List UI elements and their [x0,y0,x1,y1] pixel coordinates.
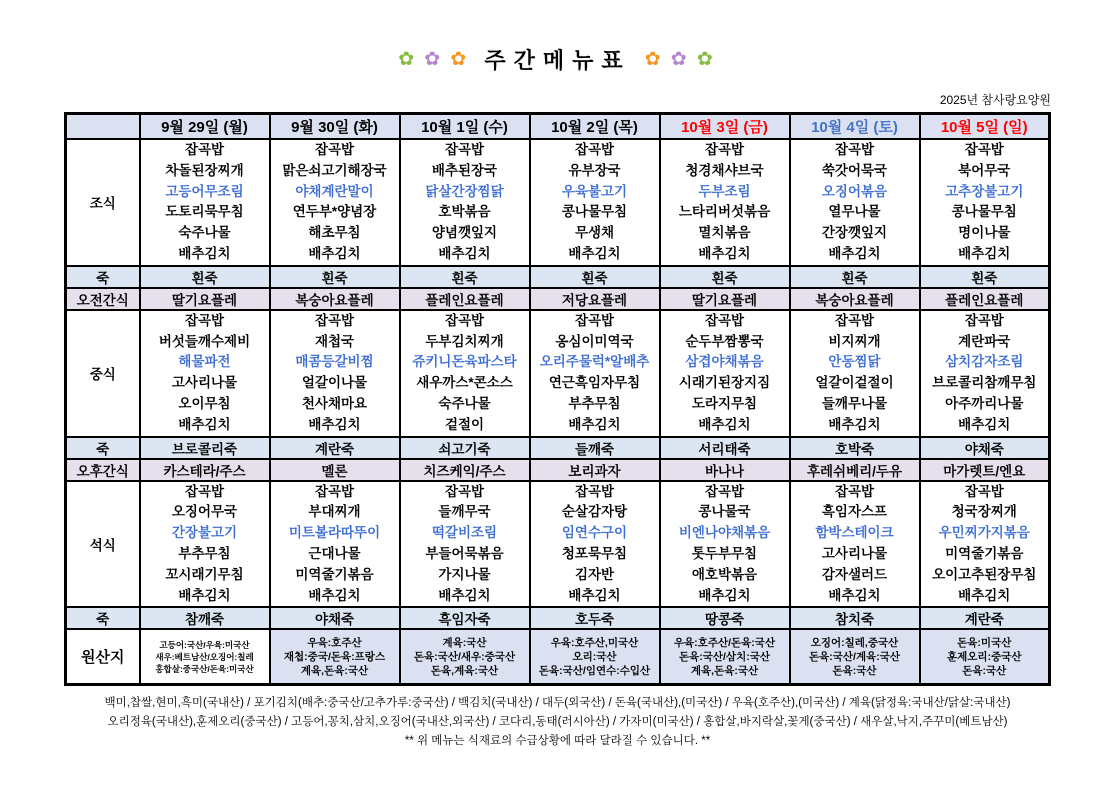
menu-item: 콩나물국 [698,504,751,520]
origin-line: 계육:국산 [442,636,487,649]
snack-cell: 딸기요플레 [140,288,270,310]
meal-cell [790,139,920,266]
porridge-cell: 흑임자죽 [400,607,530,629]
snack-cell: 멜론 [270,459,400,481]
snack-row [66,459,1050,481]
menu-item: 순두부짬뽕국 [685,333,764,349]
meal-cell [400,481,530,608]
menu-item-highlight: 고등어무조림 [165,183,244,199]
porridge-cell: 땅콩죽 [660,607,790,629]
menu-item: 도라지무침 [691,395,758,411]
snack-cell: 보리과자 [530,459,660,481]
row-label-snack: 오전간식 [66,288,140,310]
snack-cell: 마가렛트/엔요 [920,459,1050,481]
menu-item: 오징어무국 [171,504,238,520]
menu-item: 비지찌개 [828,333,881,349]
porridge-cell: 참깨죽 [140,607,270,629]
menu-item: 잡곡밥 [964,142,1004,157]
origin-line: 오징어:칠레,중국산 [810,636,899,649]
menu-item: 청포묵무침 [561,545,628,561]
porridge-cell: 흰죽 [660,266,790,288]
porridge-cell: 흰죽 [140,266,270,288]
menu-item: 잡곡밥 [184,142,225,157]
menu-item: 잡곡밥 [314,483,355,499]
menu-item: 멸치볶음 [698,225,751,241]
menu-item: 콩나물무침 [951,204,1017,220]
porridge-cell: 흰죽 [790,266,920,288]
snack-cell: 바나나 [660,459,790,481]
origin-cell [920,629,1050,685]
menu-item: 배추된장국 [431,162,498,178]
porridge-cell: 야채죽 [920,437,1050,459]
menu-item: 차돌된장찌개 [165,162,244,178]
menu-item-highlight: 간장불고기 [171,525,238,541]
menu-item: 천사채마요 [301,395,368,411]
row-label-porridge: 죽 [66,607,140,629]
menu-item: 미역줄기볶음 [945,545,1024,561]
menu-item: 유부장국 [568,162,621,178]
origin-line: 돈육:미국산 [957,636,1012,649]
page-title-row [0,0,1115,75]
menu-item: 열무나물 [828,204,881,220]
snack-cell: 플레인요플레 [920,288,1050,310]
corner-cell [66,114,140,140]
meal-cell [660,139,790,266]
meal-cell [530,310,660,437]
menu-item: 근대나물 [308,545,361,561]
menu-item: 배추김치 [958,587,1011,603]
menu-item: 잡곡밥 [444,483,485,499]
menu-item: 잡곡밥 [184,312,225,328]
origin-cell [270,629,400,685]
menu-item-highlight: 우육불고기 [561,183,628,199]
menu-item-highlight: 안동찜닭 [828,354,881,370]
menu-item: 들깨무나물 [821,395,888,411]
menu-item: 잡곡밥 [704,312,745,328]
meal-cell [920,310,1050,437]
day-header-cell: 10월 2일 (목) [530,114,660,140]
menu-item-highlight: 삼치감자조림 [945,354,1024,370]
menu-item: 배추김치 [828,416,881,432]
menu-item: 배추김치 [568,587,621,603]
menu-item: 호박볶음 [438,204,491,220]
menu-item-highlight: 비엔나야채볶음 [678,525,771,541]
menu-item: 배추김치 [958,416,1011,432]
snack-row [66,288,1050,310]
meal-cell [140,139,270,266]
snack-cell: 후레쉬베리/두유 [790,459,920,481]
porridge-cell: 호박죽 [790,437,920,459]
meal-cell [790,310,920,437]
meal-cell [920,481,1050,608]
menu-item: 두부김치찌개 [425,333,504,349]
porridge-cell: 호두죽 [530,607,660,629]
menu-item: 북어무국 [958,162,1011,178]
day-header-cell: 10월 4일 (토) [790,114,920,140]
origin-line: 고등어:국산/우육:미국산 [159,639,250,650]
menu-item-highlight: 야채계란말이 [295,183,374,199]
menu-item: 배추김치 [698,245,751,261]
origin-line: 우육:호주산 [307,636,362,649]
origin-line: 홍합살:중국산/돈육:미국산 [155,663,254,674]
menu-item: 부대찌개 [308,504,361,520]
menu-item: 배추김치 [568,245,621,261]
origin-line: 오리:국산 [572,650,617,663]
snack-cell: 카스테라/주스 [140,459,270,481]
menu-item: 잡곡밥 [314,142,355,157]
menu-item: 톳두부무침 [691,545,758,561]
menu-item: 연근흑임자무침 [548,375,641,391]
menu-item-highlight: 오리주물럭*알배추 [539,354,650,370]
porridge-cell: 흰죽 [530,266,660,288]
meal-cell [140,310,270,437]
menu-item: 숙주나물 [438,395,491,411]
menu-item: 잡곡밥 [184,483,225,499]
day-header-cell: 9월 30일 (화) [270,114,400,140]
row-label-meal: 중식 [66,310,140,437]
menu-item: 고사리나물 [171,375,238,391]
day-header-cell: 9월 29일 (월) [140,114,270,140]
menu-item: 얼갈이겉절이 [815,375,894,391]
meal-cell [920,139,1050,266]
menu-item-highlight: 두부조림 [698,183,751,199]
menu-item: 배추김치 [438,587,491,603]
origin-line: 계육,돈육:국산 [300,664,369,677]
meal-cell [270,481,400,608]
menu-item: 배추김치 [308,245,361,261]
meal-cell [530,481,660,608]
porridge-cell: 쇠고기죽 [400,437,530,459]
origin-row [66,629,1050,685]
meal-row [66,310,1050,437]
menu-table [64,112,1051,686]
menu-item: 콩나물무침 [561,204,628,220]
origin-line: 우육:호주산,미국산 [550,636,639,649]
origin-line: 새우:베트남산/오징어:칠레 [155,651,254,662]
snack-cell: 저당요플레 [530,288,660,310]
row-label-porridge: 죽 [66,266,140,288]
menu-item-highlight: 임연수구이 [561,525,628,541]
menu-item: 배추김치 [568,416,621,432]
menu-item: 무생채 [574,225,615,241]
flower-icon: ✿ [450,49,471,70]
menu-item: 간장깻잎지 [821,225,888,241]
origin-line: 돈육:국산/삼치:국산 [678,650,771,663]
menu-item: 재첩국 [314,333,355,349]
menu-item: 꼬시래기무침 [165,566,244,582]
meal-row [66,481,1050,608]
menu-item: 배추김치 [828,587,881,603]
menu-item: 들깨무국 [438,504,491,520]
origin-cell [530,629,660,685]
menu-item: 느타리버섯볶음 [678,204,771,220]
menu-item: 애호박볶음 [691,566,758,582]
origin-line: 재첩:중국/돈육:프랑스 [283,650,386,663]
menu-item: 명이나물 [958,225,1011,241]
menu-item: 배추김치 [828,245,881,261]
menu-item: 버섯들깨수제비 [158,333,251,349]
porridge-cell: 들깨죽 [530,437,660,459]
origin-line: 돈육,계육:국산 [430,664,499,677]
menu-item: 잡곡밥 [834,483,875,499]
porridge-cell: 참치죽 [790,607,920,629]
porridge-cell: 야채죽 [270,607,400,629]
porridge-row [66,266,1050,288]
flower-icon: ✿ [670,49,691,70]
porridge-cell: 흰죽 [920,266,1050,288]
porridge-cell: 흰죽 [400,266,530,288]
menu-item: 부들어묵볶음 [425,545,504,561]
menu-item: 부추무침 [178,545,231,561]
menu-item: 잡곡밥 [704,142,745,157]
snack-cell: 플레인요플레 [400,288,530,310]
menu-item: 잡곡밥 [444,312,485,328]
menu-item: 배추김치 [958,245,1011,261]
origin-line: 돈육:국산 [962,664,1007,677]
origin-line: 훈제오리:중국산 [947,650,1022,663]
meal-cell [270,310,400,437]
menu-item: 쑥갓어묵국 [821,162,888,178]
menu-item: 잡곡밥 [574,483,615,499]
menu-item: 아주까리나물 [945,395,1024,411]
menu-item: 맑은쇠고기해장국 [282,162,387,178]
row-label-porridge: 죽 [66,437,140,459]
menu-item: 김자반 [574,566,615,582]
menu-item: 감자샐러드 [821,566,888,582]
day-header-cell: 10월 5일 (일) [920,114,1050,140]
menu-table-body [66,114,1050,685]
origin-line: 돈육:국산 [832,664,877,677]
menu-item: 흑임자스프 [821,504,888,520]
menu-item: 가지나물 [438,566,491,582]
menu-item: 오이고추된장무침 [932,566,1037,582]
menu-item: 순살감자탕 [561,504,628,520]
flower-icon: ✿ [424,49,445,70]
snack-cell: 복숭아요플레 [790,288,920,310]
porridge-row [66,607,1050,629]
day-header-cell: 10월 1일 (수) [400,114,530,140]
porridge-cell: 흰죽 [270,266,400,288]
row-label-snack: 오후간식 [66,459,140,481]
menu-item-highlight: 해물파전 [178,354,231,370]
menu-item-highlight: 쥬키니돈육파스타 [412,354,517,370]
menu-item: 잡곡밥 [314,312,355,328]
origin-cell [400,629,530,685]
menu-item: 잡곡밥 [834,142,875,157]
menu-change-note: ** 위 메뉴는 식재료의 수급상황에 따라 달라질 수 있습니다. ** [404,735,711,748]
porridge-cell: 브로콜리죽 [140,437,270,459]
menu-item: 잡곡밥 [704,483,745,499]
menu-item-highlight: 매콤등갈비찜 [295,354,374,370]
menu-item: 옹심이미역국 [555,333,634,349]
menu-item: 부추무침 [568,395,621,411]
meal-cell [660,310,790,437]
menu-item: 배추김치 [178,587,231,603]
row-label-meal: 석식 [66,481,140,608]
day-header-cell: 10월 3일 (금) [660,114,790,140]
row-label-meal: 조식 [66,139,140,266]
menu-item: 브로콜리참깨무침 [932,375,1037,391]
menu-item: 배추김치 [178,416,231,432]
menu-item: 잡곡밥 [574,142,615,157]
origin-cell [790,629,920,685]
page-title: 주간메뉴표 [484,48,631,73]
origin-line: 돈육:국산/계육:국산 [808,650,901,663]
meal-cell [270,139,400,266]
menu-item-highlight: 고추장불고기 [945,183,1024,199]
menu-item: 청국장찌개 [951,504,1017,520]
meal-cell [530,139,660,266]
origin-line: 우육:호주산/돈육:국산 [673,636,776,649]
origin-line: 계육,돈육:국산 [690,664,759,677]
porridge-cell: 서리태죽 [660,437,790,459]
menu-item: 배추김치 [308,587,361,603]
menu-item: 잡곡밥 [574,312,615,328]
menu-item: 배추김치 [308,416,361,432]
menu-item-highlight: 오징어볶음 [821,183,888,199]
menu-item: 잡곡밥 [964,483,1004,499]
meal-cell [400,310,530,437]
porridge-row [66,437,1050,459]
day-header-row [66,114,1050,140]
org-year-label: 2025년 참사랑요양원 [939,93,1051,107]
origin-cell [140,629,270,685]
origin-footnote-line: 백미,찹쌀,현미,흑미(국내산) / 포기김치(배추:중국산/고추가루:중국산) / 백김치(국내산) / 대두(외국산) / 돈육(국내산),(미국산) / 우육(호주산),(미국산) / 계육(닭정육:국내산/닭살:국내산) [104,697,1011,710]
flower-icon: ✿ [398,49,419,70]
menu-item: 배추김치 [438,245,491,261]
menu-item: 계란파국 [958,333,1011,349]
menu-item-highlight: 미트볼라따뚜이 [288,525,381,541]
meal-cell [660,481,790,608]
menu-item: 해초무침 [308,225,361,241]
menu-item-highlight: 떡갈비조림 [431,525,498,541]
meal-cell [400,139,530,266]
menu-item: 양념깻잎지 [431,225,498,241]
menu-item: 배추김치 [698,416,751,432]
menu-item: 미역줄기볶음 [295,566,374,582]
menu-item-highlight: 함박스테이크 [815,525,894,541]
origin-cell [660,629,790,685]
menu-item: 숙주나물 [178,225,231,241]
menu-item: 배추김치 [178,245,231,261]
menu-item: 잡곡밥 [834,312,875,328]
snack-cell: 딸기요플레 [660,288,790,310]
porridge-cell: 계란죽 [920,607,1050,629]
menu-item: 오이무침 [178,395,231,411]
snack-cell: 치즈케익/주스 [400,459,530,481]
origin-footnote-line: 오리정육(국내산),훈제오리(중국산) / 고등어,꽁치,삼치,오징어(국내산,외국산) / 코다리,동태(러시아산) / 가자미(미국산) / 홍합살,바지락살,꽃게(중국산) / 새우살,낙지,주꾸미(베트남산) [107,716,1008,729]
menu-item: 잡곡밥 [964,312,1004,328]
menu-item: 배추김치 [698,587,751,603]
menu-item: 도토리묵무침 [165,204,244,220]
menu-item: 시래기된장지짐 [678,375,771,391]
menu-item: 연두부*양념장 [292,204,377,220]
menu-item: 얼갈이나물 [301,375,368,391]
menu-item-highlight: 삼겹야채볶음 [685,354,764,370]
flower-icon: ✿ [644,49,665,70]
porridge-cell: 계란죽 [270,437,400,459]
menu-item: 고사리나물 [821,545,888,561]
menu-item: 새우까스*콘소스 [416,375,513,391]
snack-cell: 복숭아요플레 [270,288,400,310]
menu-item: 청경채샤브국 [685,162,764,178]
menu-item-highlight: 우민찌가지볶음 [938,525,1030,541]
menu-item: 잡곡밥 [444,142,485,157]
meal-row [66,139,1050,266]
meal-cell [140,481,270,608]
meal-cell [790,481,920,608]
flower-icon: ✿ [696,49,717,70]
row-label-origin: 원산지 [66,629,140,685]
menu-item-highlight: 닭살간장찜닭 [425,183,504,199]
menu-item: 겉절이 [444,416,485,432]
origin-line: 돈육:국산/새우:중국산 [413,650,516,663]
origin-footnote [0,694,1115,751]
origin-line: 돈육:국산/임연수:수입산 [538,664,651,677]
